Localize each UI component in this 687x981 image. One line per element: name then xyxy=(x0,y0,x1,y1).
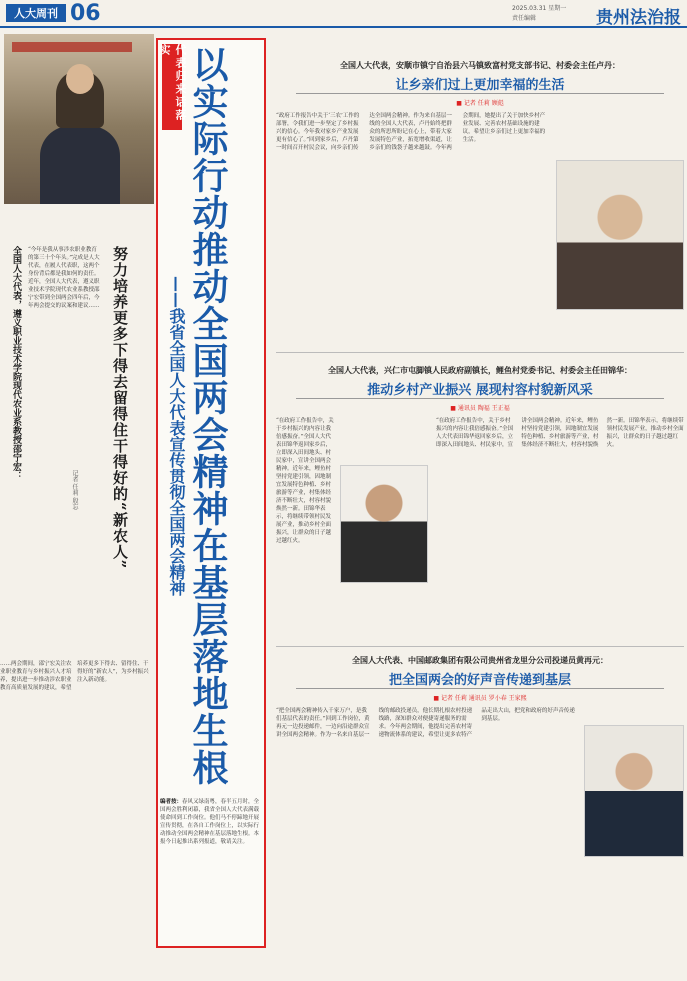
section-label: 人大周刊 xyxy=(6,4,66,22)
story-1-byline-text: 记者 任莉 顾彪 xyxy=(463,100,504,107)
story-3-body: “把全国两会精神传入千家万户，是我们基层代表的责任。”回到工作岗位，黄再元一边投递邮件，一边向沿途群众宣讲全国两会精神。作为一名来自基层一线的邮政投递员，他长期扎根农村投递线路，深知群众对便捷寄递服务的需求。今年两会期间，他提出完善农村寄递物流体系的建议，希望让更多农特产品走出大山，把党和政府的好声音传递到基层。 xyxy=(276,708,575,738)
story-2-byline: ■ 通讯员 陶福 王正福 xyxy=(450,405,510,412)
feature-deck: ——我省全国人大代表宣传贯彻全国两会精神 xyxy=(167,276,186,596)
masthead xyxy=(0,0,687,28)
story-3-rule xyxy=(296,688,664,689)
story-3-byline-text: 记者 任莉 通讯员 罗小春 王家熙 xyxy=(440,695,527,702)
left-article-subtitle: 全国人大代表，遵义职业技术学院现代农业系教授邵宁宏： xyxy=(11,246,21,480)
photo-banner xyxy=(12,42,132,52)
story-1-rule xyxy=(296,93,664,94)
left-article-body-continued: ……两会期间，邵宁宏关注农业职业教育与乡村振兴人才培养，提出进一步推动涉农职业教育高质量发展的建议，希望培养更多下得去、留得住、干得好的“新农人”，为乡村振兴注入新动能。 xyxy=(0,661,149,691)
story-2-photo xyxy=(340,465,428,583)
story-2-body: “在政府工作报告中，关于乡村振兴的内容让我倍感振奋。”全国人大代表田锦华返回家乡后，立即深入田间地头、村民家中，宣讲全国两会精神。近年来，鲤鱼村坚持党建引领，因地制宜发展特色种植、乡村旅游等产业，村集体经济不断壮大，村容村貌焕然一新。田锦华表示，将继续带领村民发展产业，推动乡村全面振兴，让群众的日子越过越红火。 xyxy=(436,418,684,448)
story-3-headline: 把全国两会的好声音传递到基层 xyxy=(388,673,571,688)
feature-headline: 以实际行动推动全国两会精神在基层落地生根 xyxy=(187,46,229,786)
story-2-headline: 推动乡村产业振兴 展现村容村貌新风采 xyxy=(367,383,593,398)
left-article-photo xyxy=(4,34,154,204)
story-2-body-left: “在政府工作报告中，关于乡村振兴的内容让我倍感振奋。”全国人大代表田锦华返回家乡后，立即深入田间地头、村民家中，宣讲全国两会精神。近年来，鲤鱼村坚持党建引领，因地制宜发展特色种植、乡村旅游等产业，村集体经济不断壮大，村容村貌焕然一新。田锦华表示，将继续带领村民发展产业，推动乡村全面振兴，让群众的日子越过越红火。 xyxy=(276,418,334,544)
newspaper-logo: 贵州法治报 xyxy=(596,8,681,28)
left-article-byline: 记者 任莉 殷忘 xyxy=(71,470,78,510)
photo-figure-body xyxy=(40,126,120,204)
page-number: 06 xyxy=(70,1,101,26)
story-2-kicker: 全国人大代表，兴仁市屯脚镇人民政府副镇长，鲤鱼村党委书记、村委会主任田锦华： xyxy=(328,366,632,375)
issue-date: 2025.03.31 星期一 xyxy=(512,5,567,12)
column-tag: 代表归来话落实 xyxy=(162,44,182,130)
story-3-kicker: 全国人大代表、中国邮政集团有限公司贵州省龙里分公司投递员黄再元： xyxy=(352,656,608,665)
story-1-headline: 让乡亲们过上更加幸福的生活 xyxy=(395,78,565,93)
story-1-byline: ■ 记者 任莉 顾彪 xyxy=(456,100,504,107)
story-separator xyxy=(276,646,684,647)
editor-note-lead: 编者按： xyxy=(160,799,183,805)
story-3 xyxy=(276,655,684,975)
photo-figure-face xyxy=(66,64,94,94)
story-2-byline-text: 通讯员 陶福 王正福 xyxy=(457,405,510,412)
editor-note-text: 春风又绿南粤，春半五月时，全国两会胜利闭幕，我省全国人大代表满载使命回到工作岗位。他们马不停蹄地开展宣传贯彻，在各自工作岗位上，以实际行动推动全国两会精神在基层落地生根。本报今日起推出系列报道，敬请关注。 xyxy=(160,799,260,845)
editor-line: 责任编辑 xyxy=(512,15,537,22)
story-2-rule xyxy=(296,398,664,399)
story-3-photo xyxy=(584,725,684,857)
editor-note xyxy=(160,798,264,943)
story-1-photo xyxy=(556,160,684,310)
feature-frame xyxy=(156,38,266,948)
story-1 xyxy=(276,60,684,342)
story-2 xyxy=(276,365,684,638)
story-1-body: “政府工作报告中关于‘三农’工作的部署，令我们进一步坚定了乡村振兴的信心。今年我对家乡产业发展更有信心了。”回到家乡后，卢丹第一时间召开村民会议，向乡亲们传达全国两会精神。作为来自基层一线的全国人大代表，卢丹始终把群众的所思所盼记在心上，带着大家发展特色产业，拓宽增收渠道，让乡亲们的钱袋子越来越鼓。今年两会期间，她提出了关于加快乡村产业发展、完善农村基础设施的建议，希望让乡亲们过上更加幸福的生活。 xyxy=(276,113,546,151)
story-3-byline: ■ 记者 任莉 通讯员 罗小春 王家熙 xyxy=(433,695,527,702)
story-separator xyxy=(276,352,684,353)
story-1-kicker: 全国人大代表，安顺市镇宁自治县六马镇致富村党支部书记、村委会主任卢丹： xyxy=(340,61,620,70)
left-article-title: 努力培养更多下得去留得住干得好的“新农人” xyxy=(111,246,129,570)
left-article-body: “今年是我从事涉农职业教育的第三十个年头。”完成是人大代表，在履人代表职，这两个身份背后都是我如何的责任。近年，全国人大代表，遵义职业技术学院现代农业系教授邵宁宏带到全国两会四年后，今年两会提交的议案和建议…… xyxy=(28,247,100,309)
